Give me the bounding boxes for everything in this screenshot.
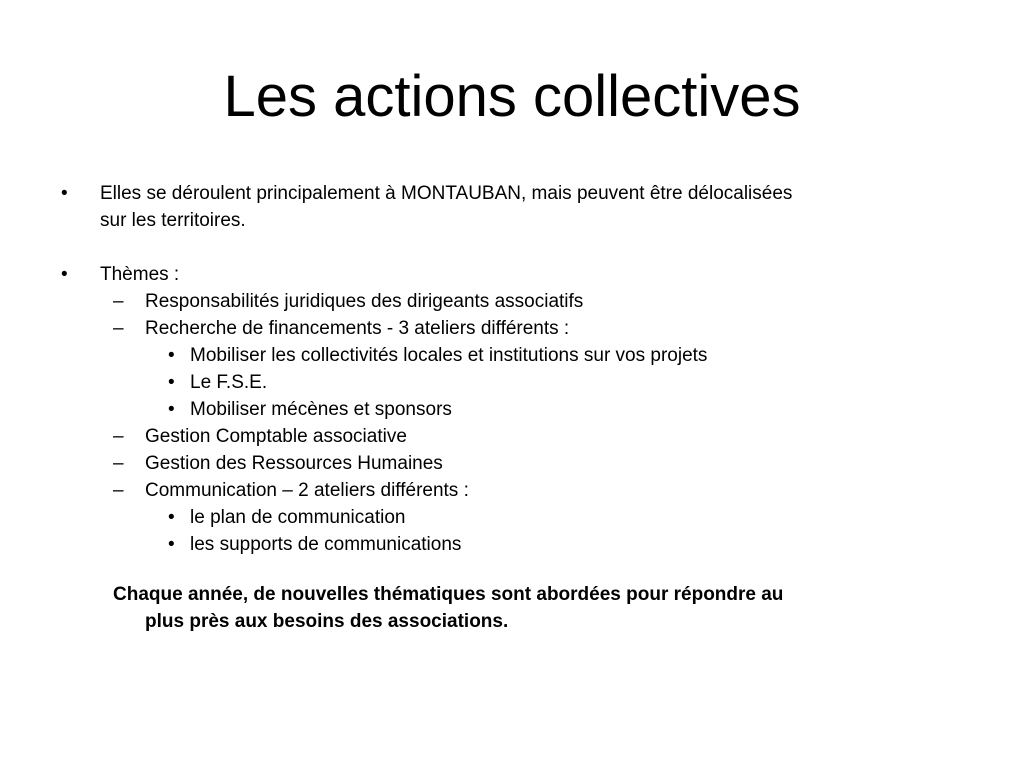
dash-marker: – <box>113 426 124 447</box>
bullet-text: Thèmes : <box>100 264 180 285</box>
dash-marker: – <box>113 318 124 339</box>
bullet-marker: • <box>168 507 175 528</box>
bullet-text: Elles se déroulent principalement à MONTAUBAN, mais peuvent être délocalisées <box>100 183 793 204</box>
bullet-item-location-cont <box>0 207 1024 234</box>
slide-title: Les actions collectives <box>223 64 801 129</box>
bullet-item-location <box>0 180 1024 207</box>
sub-sub-item <box>0 396 1024 423</box>
bullet-marker: • <box>168 372 175 393</box>
sub-sub-item <box>0 531 1024 558</box>
sub-item-text: Communication – 2 ateliers différents : <box>145 480 469 501</box>
slide-content <box>0 180 1024 635</box>
closing-note-cont <box>0 608 1024 635</box>
sub-sub-item <box>0 342 1024 369</box>
sub-item <box>0 315 1024 342</box>
sub-sub-item-text: Mobiliser mécènes et sponsors <box>190 399 452 420</box>
sub-sub-item-text: Le F.S.E. <box>190 372 268 393</box>
bullet-item-themes <box>0 261 1024 288</box>
bullet-marker: • <box>61 264 68 285</box>
sub-item <box>0 450 1024 477</box>
dash-marker: – <box>113 453 124 474</box>
sub-sub-item <box>0 369 1024 396</box>
sub-item <box>0 423 1024 450</box>
sub-item <box>0 477 1024 504</box>
closing-note-text: Chaque année, de nouvelles thématiques sont abordées pour répondre au <box>113 584 784 605</box>
dash-marker: – <box>113 480 124 501</box>
sub-sub-item-text: Mobiliser les collectivités locales et institutions sur vos projets <box>190 345 708 366</box>
bullet-marker: • <box>168 345 175 366</box>
bullet-marker: • <box>61 183 68 204</box>
sub-item-text: Gestion Comptable associative <box>145 426 407 447</box>
sub-item-text: Responsabilités juridiques des dirigeants associatifs <box>145 291 584 312</box>
bullet-marker: • <box>168 534 175 555</box>
closing-note <box>0 581 1024 608</box>
bullet-text: sur les territoires. <box>100 210 246 231</box>
dash-marker: – <box>113 291 124 312</box>
bullet-marker: • <box>168 399 175 420</box>
closing-note-text: plus près aux besoins des associations. <box>145 611 509 632</box>
sub-item-text: Recherche de financements - 3 ateliers différents : <box>145 318 570 339</box>
sub-sub-item <box>0 504 1024 531</box>
sub-sub-item-text: les supports de communications <box>190 534 462 555</box>
sub-item <box>0 288 1024 315</box>
sub-sub-item-text: le plan de communication <box>190 507 406 528</box>
sub-item-text: Gestion des Ressources Humaines <box>145 453 443 474</box>
